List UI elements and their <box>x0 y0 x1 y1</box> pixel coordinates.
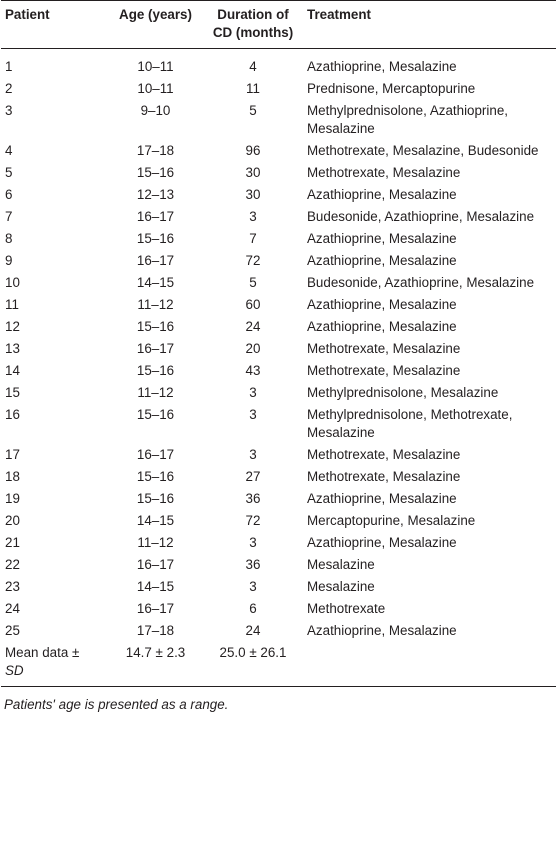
table-row <box>1 78 556 100</box>
cell-age: 15–16 <box>136 491 175 506</box>
cell-duration: 5 <box>249 103 257 118</box>
cell-treatment: Azathioprine, Mesalazine <box>307 319 457 334</box>
cell-treatment: Methotrexate, Mesalazine <box>307 363 461 378</box>
cell-treatment: Mesalazine <box>307 579 375 594</box>
table-body <box>1 49 556 687</box>
header-treatment: Treatment <box>307 7 371 22</box>
table-row <box>1 554 556 576</box>
header-age: Age (years) <box>119 7 192 22</box>
cell-age: 15–16 <box>136 165 175 180</box>
table-row <box>1 404 556 444</box>
summary-treatment <box>303 642 556 687</box>
cell-duration: 72 <box>245 253 261 268</box>
cell-duration: 3 <box>249 447 257 462</box>
table-header <box>1 1 556 49</box>
table-row <box>1 228 556 250</box>
cell-age: 10–11 <box>137 81 174 96</box>
cell-treatment: Mercaptopurine, Mesalazine <box>307 513 476 528</box>
cell-age: 17–18 <box>136 143 175 158</box>
cell-duration: 30 <box>245 187 261 202</box>
cell-duration: 96 <box>245 143 261 158</box>
cell-treatment: Methylprednisolone, Azathioprine, Mesalazine <box>307 103 508 136</box>
cell-age: 10–11 <box>137 59 174 74</box>
table-row <box>1 250 556 272</box>
cell-patient: 25 <box>5 623 20 638</box>
cell-duration: 60 <box>245 297 261 312</box>
cell-patient: 1 <box>5 59 13 74</box>
cell-patient: 7 <box>5 209 13 224</box>
table-row <box>1 382 556 404</box>
cell-age: 16–17 <box>136 209 175 224</box>
cell-age: 17–18 <box>136 623 175 638</box>
cell-duration: 20 <box>245 341 261 356</box>
cell-patient: 10 <box>5 275 20 290</box>
cell-treatment: Azathioprine, Mesalazine <box>307 187 457 202</box>
cell-treatment: Methylprednisolone, Mesalazine <box>307 385 499 400</box>
cell-age: 15–16 <box>136 469 175 484</box>
cell-duration: 5 <box>249 275 257 290</box>
cell-age: 14–15 <box>136 513 175 528</box>
cell-duration: 4 <box>249 59 257 74</box>
cell-duration: 24 <box>245 623 261 638</box>
cell-treatment: Methotrexate, Mesalazine <box>307 341 461 356</box>
cell-treatment: Budesonide, Azathioprine, Mesalazine <box>307 275 535 290</box>
cell-age: 16–17 <box>136 557 175 572</box>
summary-age: 14.7 ± 2.3 <box>125 645 186 660</box>
summary-label-text: Mean data ± <box>5 645 80 660</box>
cell-treatment: Azathioprine, Mesalazine <box>307 491 457 506</box>
cell-patient: 14 <box>5 363 20 378</box>
header-duration: Duration of CD (months) <box>212 7 294 40</box>
cell-treatment: Methotrexate, Mesalazine <box>307 165 461 180</box>
cell-treatment: Azathioprine, Mesalazine <box>307 253 457 268</box>
cell-treatment: Azathioprine, Mesalazine <box>307 231 457 246</box>
table-row <box>1 162 556 184</box>
table-row <box>1 620 556 642</box>
cell-treatment: Azathioprine, Mesalazine <box>307 59 457 74</box>
cell-duration: 24 <box>245 319 261 334</box>
cell-treatment: Methotrexate <box>307 601 386 616</box>
cell-patient: 23 <box>5 579 20 594</box>
patient-table <box>1 0 556 687</box>
table-row <box>1 466 556 488</box>
summary-label <box>1 642 108 687</box>
cell-duration: 36 <box>245 557 261 572</box>
cell-age: 11–12 <box>137 297 174 312</box>
cell-patient: 2 <box>5 81 13 96</box>
table-row <box>1 488 556 510</box>
cell-age: 16–17 <box>136 341 175 356</box>
table-row <box>1 360 556 382</box>
cell-age: 15–16 <box>136 231 175 246</box>
cell-age: 14–15 <box>136 579 175 594</box>
table-row <box>1 49 556 79</box>
cell-age: 15–16 <box>136 407 175 422</box>
cell-patient: 24 <box>5 601 20 616</box>
table-row <box>1 294 556 316</box>
cell-age: 11–12 <box>137 535 174 550</box>
cell-treatment: Methotrexate, Mesalazine, Budesonide <box>307 143 539 158</box>
table-row <box>1 100 556 140</box>
table-row <box>1 184 556 206</box>
cell-duration: 3 <box>249 385 257 400</box>
cell-treatment: Methotrexate, Mesalazine <box>307 447 461 462</box>
cell-treatment: Methylprednisolone, Methotrexate, Mesalazine <box>307 407 513 440</box>
cell-patient: 18 <box>5 469 20 484</box>
cell-age: 11–12 <box>137 385 174 400</box>
cell-patient: 22 <box>5 557 20 572</box>
cell-patient: 19 <box>5 491 20 506</box>
summary-row <box>1 642 556 687</box>
cell-patient: 8 <box>5 231 13 246</box>
cell-patient: 16 <box>5 407 20 422</box>
table-row <box>1 532 556 554</box>
cell-duration: 11 <box>246 81 260 96</box>
cell-age: 15–16 <box>136 363 175 378</box>
cell-age: 14–15 <box>136 275 175 290</box>
cell-duration: 27 <box>245 469 261 484</box>
table-row <box>1 140 556 162</box>
table-row <box>1 444 556 466</box>
cell-patient: 5 <box>5 165 13 180</box>
cell-duration: 3 <box>249 209 257 224</box>
cell-duration: 3 <box>249 407 257 422</box>
cell-patient: 15 <box>5 385 20 400</box>
table-row <box>1 206 556 228</box>
cell-age: 16–17 <box>136 601 175 616</box>
table-row <box>1 598 556 620</box>
cell-patient: 20 <box>5 513 20 528</box>
cell-age: 16–17 <box>136 253 175 268</box>
cell-patient: 12 <box>5 319 20 334</box>
table-footnote: Patients' age is presented as a range. <box>4 697 229 712</box>
cell-age: 12–13 <box>136 187 175 202</box>
cell-patient: 13 <box>5 341 20 356</box>
cell-patient: 17 <box>5 447 20 462</box>
table-row <box>1 510 556 532</box>
cell-patient: 9 <box>5 253 13 268</box>
cell-age: 16–17 <box>136 447 175 462</box>
cell-treatment: Budesonide, Azathioprine, Mesalazine <box>307 209 535 224</box>
cell-treatment: Azathioprine, Mesalazine <box>307 535 457 550</box>
cell-age: 9–10 <box>140 103 171 118</box>
table-row <box>1 338 556 360</box>
cell-treatment: Prednisone, Mercaptopurine <box>307 81 476 96</box>
cell-duration: 3 <box>249 535 257 550</box>
cell-duration: 36 <box>245 491 261 506</box>
cell-duration: 3 <box>249 579 257 594</box>
cell-treatment: Methotrexate, Mesalazine <box>307 469 461 484</box>
cell-patient: 11 <box>5 297 19 312</box>
table-row <box>1 576 556 598</box>
header-row <box>1 1 556 49</box>
summary-duration: 25.0 ± 26.1 <box>219 645 287 660</box>
cell-patient: 3 <box>5 103 13 118</box>
cell-treatment: Azathioprine, Mesalazine <box>307 297 457 312</box>
cell-duration: 43 <box>245 363 261 378</box>
cell-duration: 6 <box>249 601 257 616</box>
cell-duration: 30 <box>245 165 261 180</box>
cell-duration: 72 <box>245 513 261 528</box>
cell-duration: 7 <box>249 231 257 246</box>
header-patient: Patient <box>5 7 50 22</box>
table-row <box>1 316 556 338</box>
table-row <box>1 272 556 294</box>
cell-treatment: Azathioprine, Mesalazine <box>307 623 457 638</box>
summary-label-sd: SD <box>5 663 24 678</box>
cell-age: 15–16 <box>136 319 175 334</box>
cell-patient: 6 <box>5 187 13 202</box>
cell-patient: 21 <box>5 535 20 550</box>
cell-patient: 4 <box>5 143 13 158</box>
cell-treatment: Mesalazine <box>307 557 375 572</box>
